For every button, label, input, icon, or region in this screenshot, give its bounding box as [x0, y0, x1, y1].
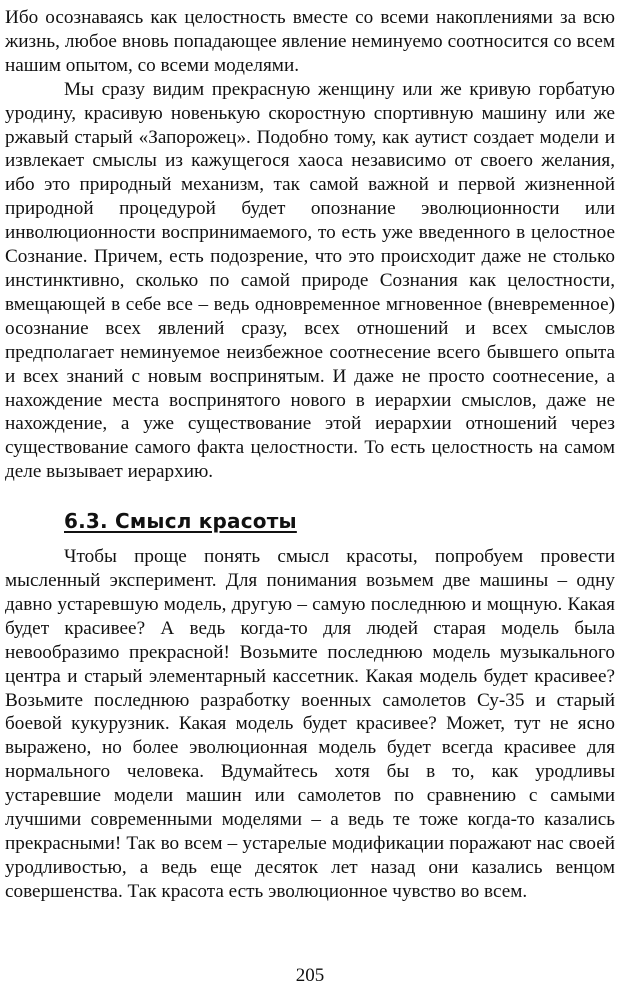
- paragraph-beauty: Чтобы проще понять смысл красоты, попробуем провести мысленный эксперимент. Для понимания возьмем две машины – одну давно устаревшую модель, другую – самую последнюю и мощную. Какая будет красивее? А ведь когда-то для людей старая модель была невообразимо прекрасной! Возьмите последнюю модель музыкального центра и старый элементарный кассетник. Какая модель будет красивее? Возьмите последнюю разработку военных самолетов Су-35 и старый боевой кукурузник. Какая модель будет красивее? Может, тут не ясно выражено, но более эволюционная модель будет всегда красивее для нормального человека. Вдумайтесь хотя бы в то, как уродливы устаревшие модели машин или самолетов по сравнению с самыми лучшими современными моделями – а ведь те тоже когда-то казались прекрасными! Так во всем – устарелые модификации поражают нас своей уродливостью, а ведь еще десяток лет назад они казались венцом совершенства. Так красота есть эволюционное чувство во всем.: [5, 546, 615, 902]
- page-number: 205: [295, 965, 325, 986]
- paragraph-perception: Мы сразу видим прекрасную женщину или же кривую горбатую уродину, красивую новенькую скоростную спортивную машину или же ржавый старый «Запорожец». Подобно тому, как аутист создает модели и извлекает смыслы из кажущегося хаоса независимо от своего желания, ибо это природный механизм, так самой важной и первой жизненной природной процедурой будет опознание эволюционности или инволюционности воспринимаемого, то есть уже введенного в целостное Сознание. Причем, есть подозрение, что это происходит даже не столько инстинктивно, сколько по самой природе Сознания как целостности, вмещающей в себе все – ведь одновременное мгновенное (вневременное) осознание всех явлений сразу, всех отношений и всех смыслов предполагает неминуемое неизбежное соотнесение всего бывшего опыта и всех знаний с новым воспринятым. И даже не просто соотнесение, а нахождение места воспринятого нового в иерархии смыслов, даже не нахождение, а уже существование этой иерархии отношений через существование самого факта целостности. То есть целостность на самом деле вызывает иерархию.: [5, 78, 615, 483]
- paragraph-continuation: Ибо осознаваясь как целостность вместе со всеми накоплениями за всю жизнь, любое вновь попадающее явление неминуемо соотносится со всем нашим опытом, со всеми моделями.: [5, 7, 615, 76]
- section-heading: 6.3. Смысл красоты: [64, 509, 297, 534]
